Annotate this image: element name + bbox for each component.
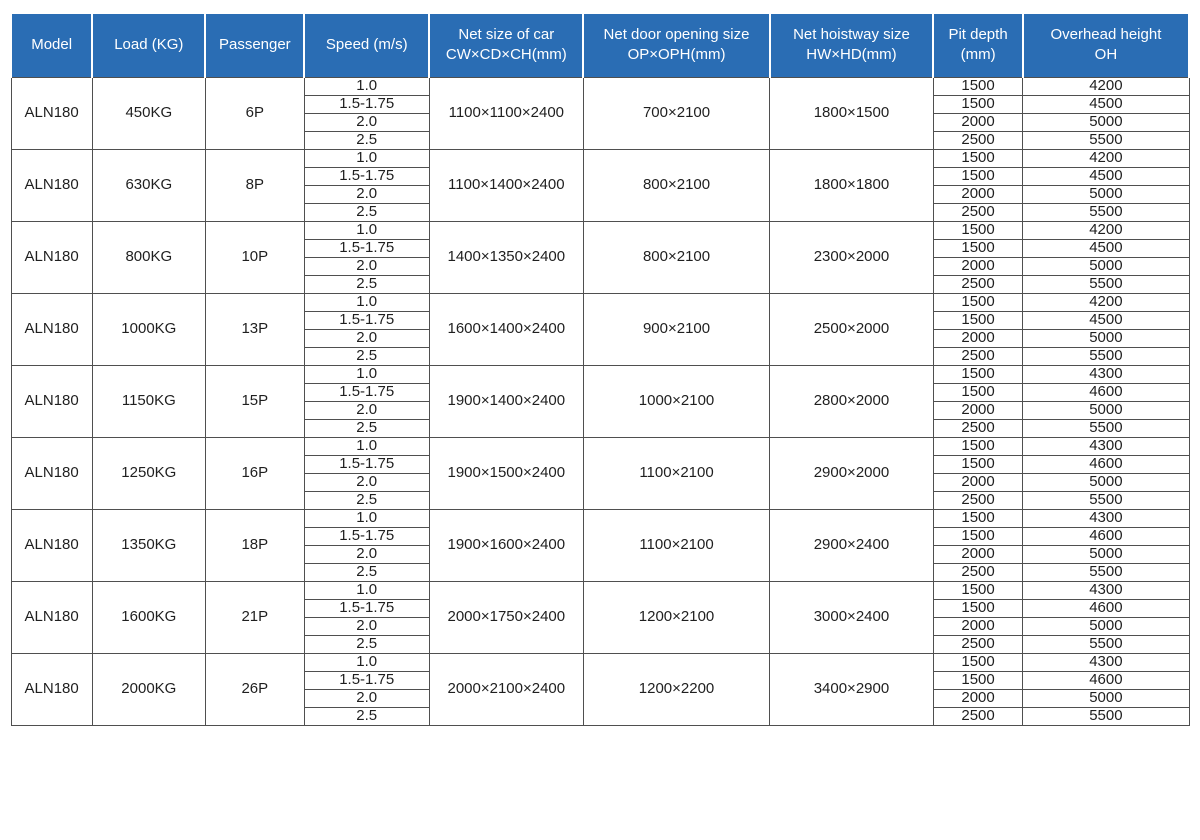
cell-pit-depth: 2000 xyxy=(933,113,1023,131)
cell-overhead: 5000 xyxy=(1023,473,1189,491)
cell-speed: 1.5-1.75 xyxy=(304,239,429,257)
cell-speed: 1.0 xyxy=(304,365,429,383)
cell-load: 1000KG xyxy=(92,293,205,365)
cell-load: 1250KG xyxy=(92,437,205,509)
cell-pit-depth: 1500 xyxy=(933,95,1023,113)
cell-speed: 1.0 xyxy=(304,149,429,167)
column-header-model xyxy=(11,13,92,77)
cell-door-opening: 700×2100 xyxy=(583,77,769,149)
cell-car-size: 1400×1350×2400 xyxy=(429,221,583,293)
column-header-line: Model xyxy=(31,36,73,54)
cell-overhead: 4600 xyxy=(1023,455,1189,473)
cell-pit-depth: 1500 xyxy=(933,437,1023,455)
cell-car-size: 1900×1400×2400 xyxy=(429,365,583,437)
cell-overhead: 5500 xyxy=(1023,347,1189,365)
column-header-line: Net hoistway size xyxy=(793,26,910,43)
column-header-passenger xyxy=(205,13,304,77)
cell-overhead: 4200 xyxy=(1023,77,1189,95)
cell-overhead: 4500 xyxy=(1023,239,1189,257)
cell-door-opening: 1200×2200 xyxy=(583,653,769,725)
cell-load: 800KG xyxy=(92,221,205,293)
cell-speed: 1.0 xyxy=(304,437,429,455)
cell-speed: 1.5-1.75 xyxy=(304,383,429,401)
column-header-line: Passenger xyxy=(218,36,291,54)
cell-speed: 1.0 xyxy=(304,77,429,95)
cell-door-opening: 900×2100 xyxy=(583,293,769,365)
cell-speed: 2.5 xyxy=(304,203,429,221)
cell-model: ALN180 xyxy=(11,77,92,149)
cell-pit-depth: 1500 xyxy=(933,581,1023,599)
cell-overhead: 4300 xyxy=(1023,365,1189,383)
cell-model: ALN180 xyxy=(11,581,92,653)
elevator-spec-table xyxy=(10,12,1190,726)
cell-speed: 2.5 xyxy=(304,707,429,725)
cell-pit-depth: 2000 xyxy=(933,689,1023,707)
cell-pit-depth: 2500 xyxy=(933,131,1023,149)
cell-hoistway: 1800×1800 xyxy=(770,149,934,221)
cell-load: 630KG xyxy=(92,149,205,221)
cell-pit-depth: 2500 xyxy=(933,635,1023,653)
cell-speed: 2.0 xyxy=(304,113,429,131)
cell-overhead: 5500 xyxy=(1023,563,1189,581)
cell-speed: 2.5 xyxy=(304,419,429,437)
cell-pit-depth: 1500 xyxy=(933,455,1023,473)
cell-passenger: 10P xyxy=(205,221,304,293)
cell-overhead: 5000 xyxy=(1023,545,1189,563)
cell-pit-depth: 2500 xyxy=(933,347,1023,365)
cell-speed: 2.5 xyxy=(304,347,429,365)
cell-overhead: 5000 xyxy=(1023,113,1189,131)
cell-pit-depth: 1500 xyxy=(933,383,1023,401)
cell-pit-depth: 1500 xyxy=(933,167,1023,185)
cell-car-size: 1900×1600×2400 xyxy=(429,509,583,581)
cell-hoistway: 3000×2400 xyxy=(770,581,934,653)
cell-passenger: 6P xyxy=(205,77,304,149)
cell-overhead: 4500 xyxy=(1023,311,1189,329)
cell-overhead: 4500 xyxy=(1023,95,1189,113)
cell-overhead: 4500 xyxy=(1023,167,1189,185)
cell-pit-depth: 2500 xyxy=(933,203,1023,221)
cell-passenger: 15P xyxy=(205,365,304,437)
cell-overhead: 5000 xyxy=(1023,257,1189,275)
cell-pit-depth: 2000 xyxy=(933,545,1023,563)
cell-pit-depth: 2000 xyxy=(933,617,1023,635)
cell-hoistway: 2300×2000 xyxy=(770,221,934,293)
cell-car-size: 1100×1100×2400 xyxy=(429,77,583,149)
cell-speed: 2.0 xyxy=(304,401,429,419)
cell-overhead: 4600 xyxy=(1023,671,1189,689)
cell-pit-depth: 2000 xyxy=(933,185,1023,203)
cell-speed: 1.5-1.75 xyxy=(304,671,429,689)
cell-speed: 1.5-1.75 xyxy=(304,527,429,545)
cell-pit-depth: 2500 xyxy=(933,275,1023,293)
cell-load: 2000KG xyxy=(92,653,205,725)
cell-overhead: 4300 xyxy=(1023,437,1189,455)
cell-overhead: 5000 xyxy=(1023,185,1189,203)
cell-model: ALN180 xyxy=(11,221,92,293)
cell-hoistway: 2900×2000 xyxy=(770,437,934,509)
table-row xyxy=(11,149,1189,167)
cell-overhead: 5500 xyxy=(1023,419,1189,437)
table-row xyxy=(11,509,1189,527)
cell-model: ALN180 xyxy=(11,365,92,437)
cell-overhead: 5500 xyxy=(1023,275,1189,293)
cell-load: 1150KG xyxy=(92,365,205,437)
spec-table-body xyxy=(11,77,1189,725)
cell-door-opening: 1100×2100 xyxy=(583,509,769,581)
cell-speed: 2.0 xyxy=(304,257,429,275)
cell-door-opening: 800×2100 xyxy=(583,221,769,293)
cell-overhead: 5500 xyxy=(1023,491,1189,509)
cell-pit-depth: 2000 xyxy=(933,257,1023,275)
cell-speed: 2.0 xyxy=(304,329,429,347)
cell-pit-depth: 2500 xyxy=(933,491,1023,509)
cell-overhead: 4300 xyxy=(1023,653,1189,671)
table-row xyxy=(11,437,1189,455)
cell-speed: 2.5 xyxy=(304,635,429,653)
cell-overhead: 4300 xyxy=(1023,581,1189,599)
cell-speed: 1.5-1.75 xyxy=(304,599,429,617)
cell-pit-depth: 1500 xyxy=(933,599,1023,617)
column-header-line: CW×CD×CH(mm) xyxy=(445,46,567,64)
cell-passenger: 8P xyxy=(205,149,304,221)
cell-overhead: 5000 xyxy=(1023,617,1189,635)
header-row xyxy=(11,13,1189,77)
cell-pit-depth: 1500 xyxy=(933,653,1023,671)
column-header-line: OP×OPH(mm) xyxy=(627,46,726,64)
cell-speed: 2.0 xyxy=(304,185,429,203)
cell-load: 1350KG xyxy=(92,509,205,581)
column-header-speed xyxy=(304,13,429,77)
cell-pit-depth: 1500 xyxy=(933,311,1023,329)
cell-load: 450KG xyxy=(92,77,205,149)
table-row xyxy=(11,77,1189,95)
cell-car-size: 1900×1500×2400 xyxy=(429,437,583,509)
cell-pit-depth: 2000 xyxy=(933,329,1023,347)
cell-pit-depth: 1500 xyxy=(933,77,1023,95)
cell-pit-depth: 1500 xyxy=(933,221,1023,239)
cell-car-size: 1100×1400×2400 xyxy=(429,149,583,221)
table-row xyxy=(11,653,1189,671)
cell-car-size: 2000×2100×2400 xyxy=(429,653,583,725)
cell-overhead: 5000 xyxy=(1023,689,1189,707)
column-header-line: Load (KG) xyxy=(114,36,184,54)
cell-overhead: 4600 xyxy=(1023,527,1189,545)
cell-overhead: 5500 xyxy=(1023,203,1189,221)
cell-speed: 1.0 xyxy=(304,581,429,599)
cell-pit-depth: 1500 xyxy=(933,365,1023,383)
column-header-door-opening xyxy=(583,13,769,77)
cell-door-opening: 1100×2100 xyxy=(583,437,769,509)
cell-speed: 2.5 xyxy=(304,275,429,293)
cell-car-size: 1600×1400×2400 xyxy=(429,293,583,365)
cell-overhead: 4600 xyxy=(1023,599,1189,617)
cell-pit-depth: 2000 xyxy=(933,401,1023,419)
cell-door-opening: 800×2100 xyxy=(583,149,769,221)
cell-model: ALN180 xyxy=(11,293,92,365)
cell-pit-depth: 1500 xyxy=(933,149,1023,167)
cell-pit-depth: 1500 xyxy=(933,293,1023,311)
cell-speed: 1.0 xyxy=(304,653,429,671)
cell-hoistway: 2500×2000 xyxy=(770,293,934,365)
cell-speed: 2.0 xyxy=(304,689,429,707)
cell-pit-depth: 1500 xyxy=(933,239,1023,257)
cell-speed: 1.5-1.75 xyxy=(304,311,429,329)
spec-table-head xyxy=(11,13,1189,77)
cell-model: ALN180 xyxy=(11,437,92,509)
cell-passenger: 13P xyxy=(205,293,304,365)
column-header-load xyxy=(92,13,205,77)
cell-door-opening: 1200×2100 xyxy=(583,581,769,653)
cell-overhead: 4200 xyxy=(1023,293,1189,311)
column-header-overhead xyxy=(1023,13,1189,77)
cell-overhead: 5000 xyxy=(1023,401,1189,419)
cell-car-size: 2000×1750×2400 xyxy=(429,581,583,653)
cell-speed: 2.5 xyxy=(304,563,429,581)
column-header-line: Speed (m/s) xyxy=(325,36,408,54)
column-header-line: HW×HD(mm) xyxy=(806,46,897,64)
cell-pit-depth: 2500 xyxy=(933,419,1023,437)
cell-speed: 2.0 xyxy=(304,617,429,635)
cell-speed: 1.5-1.75 xyxy=(304,455,429,473)
cell-overhead: 5500 xyxy=(1023,707,1189,725)
column-header-line: (mm) xyxy=(960,46,996,64)
table-row xyxy=(11,365,1189,383)
cell-overhead: 4200 xyxy=(1023,221,1189,239)
cell-speed: 2.0 xyxy=(304,473,429,491)
cell-passenger: 21P xyxy=(205,581,304,653)
cell-speed: 2.5 xyxy=(304,491,429,509)
table-row xyxy=(11,221,1189,239)
cell-overhead: 4300 xyxy=(1023,509,1189,527)
cell-door-opening: 1000×2100 xyxy=(583,365,769,437)
cell-overhead: 5000 xyxy=(1023,329,1189,347)
column-header-car-size xyxy=(429,13,583,77)
cell-hoistway: 1800×1500 xyxy=(770,77,934,149)
cell-speed: 1.0 xyxy=(304,509,429,527)
cell-hoistway: 2900×2400 xyxy=(770,509,934,581)
cell-pit-depth: 1500 xyxy=(933,509,1023,527)
column-header-line: Pit depth xyxy=(948,26,1008,43)
cell-model: ALN180 xyxy=(11,653,92,725)
cell-pit-depth: 2500 xyxy=(933,563,1023,581)
cell-overhead: 4600 xyxy=(1023,383,1189,401)
cell-pit-depth: 2000 xyxy=(933,473,1023,491)
cell-speed: 2.0 xyxy=(304,545,429,563)
column-header-line: Overhead height xyxy=(1050,26,1162,43)
cell-pit-depth: 2500 xyxy=(933,707,1023,725)
cell-passenger: 18P xyxy=(205,509,304,581)
table-row xyxy=(11,581,1189,599)
column-header-line: Net door opening size xyxy=(603,26,750,43)
cell-model: ALN180 xyxy=(11,509,92,581)
cell-speed: 1.5-1.75 xyxy=(304,95,429,113)
cell-hoistway: 2800×2000 xyxy=(770,365,934,437)
cell-speed: 1.0 xyxy=(304,293,429,311)
cell-overhead: 5500 xyxy=(1023,635,1189,653)
column-header-pit-depth xyxy=(933,13,1023,77)
cell-overhead: 4200 xyxy=(1023,149,1189,167)
cell-hoistway: 3400×2900 xyxy=(770,653,934,725)
cell-speed: 2.5 xyxy=(304,131,429,149)
table-row xyxy=(11,293,1189,311)
cell-passenger: 16P xyxy=(205,437,304,509)
cell-load: 1600KG xyxy=(92,581,205,653)
cell-speed: 1.0 xyxy=(304,221,429,239)
cell-pit-depth: 1500 xyxy=(933,671,1023,689)
column-header-hoistway xyxy=(770,13,934,77)
cell-passenger: 26P xyxy=(205,653,304,725)
cell-pit-depth: 1500 xyxy=(933,527,1023,545)
column-header-line: Net size of car xyxy=(458,26,555,43)
cell-model: ALN180 xyxy=(11,149,92,221)
cell-overhead: 5500 xyxy=(1023,131,1189,149)
cell-speed: 1.5-1.75 xyxy=(304,167,429,185)
column-header-line: OH xyxy=(1094,46,1118,64)
